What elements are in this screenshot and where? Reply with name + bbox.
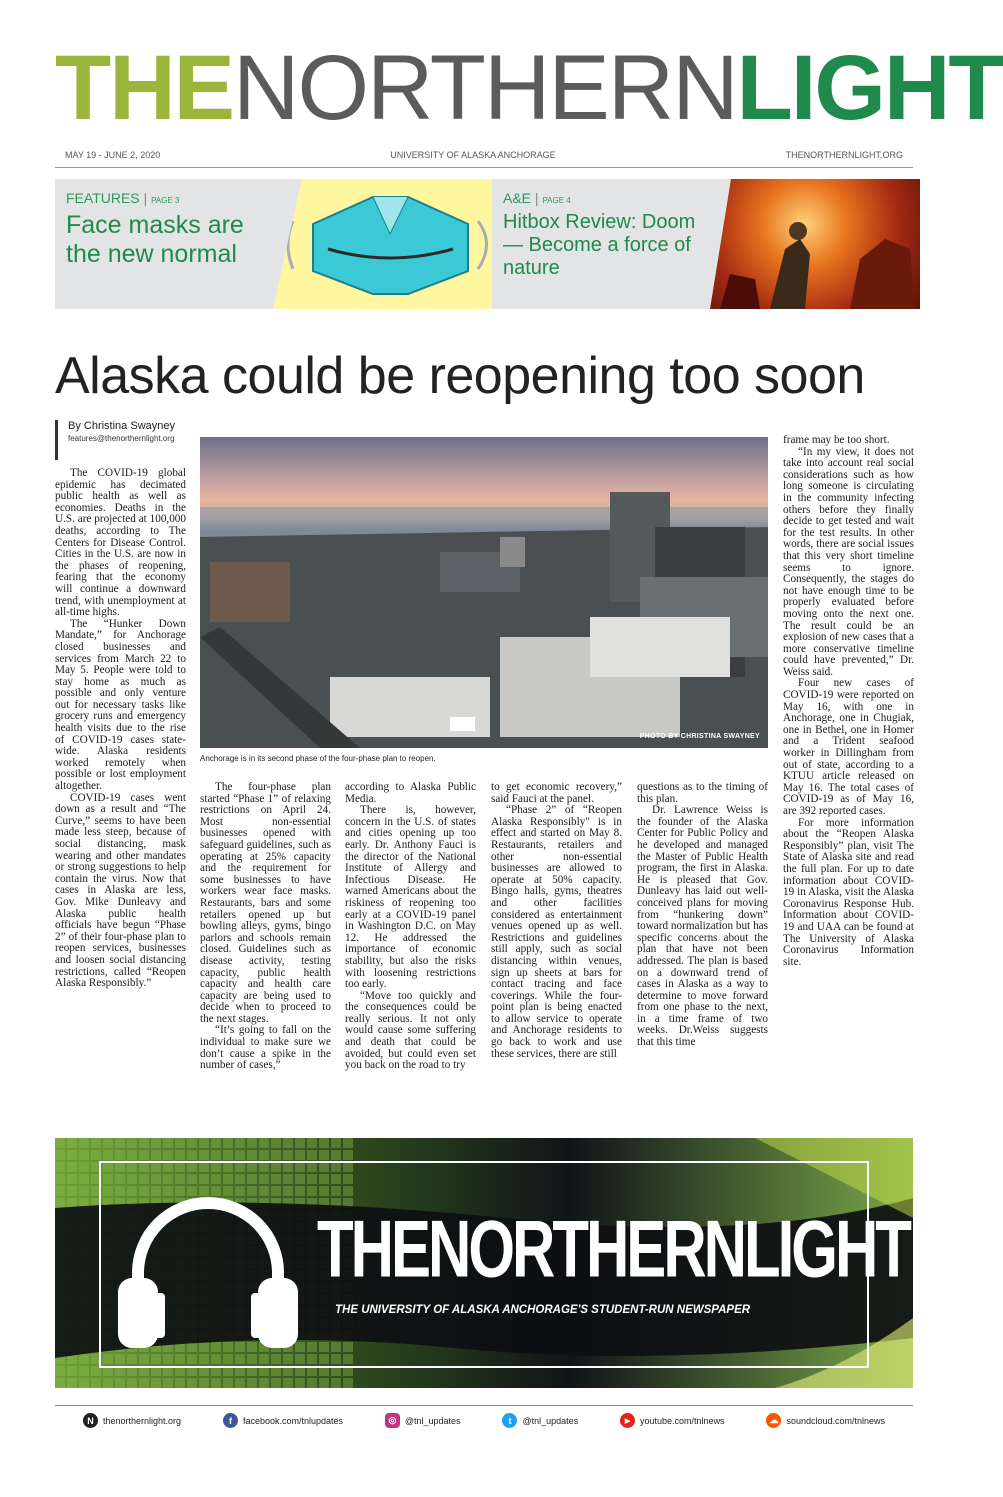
banner-tagline: THE UNIVERSITY OF ALASKA ANCHORAGE'S STUDENT-RUN NEWSPAPER <box>335 1304 751 1316</box>
paragraph: The COVID-19 global epidemic has decimated public health as well as economies. Deaths in the U.S. are projected at 100,000 deaths, according to The Centers for Disease Control. Cities in the U.S. are now in the phases of reopening, fearing that the economy will continue a downward trend, with unemployment at all-time highs. <box>55 467 186 619</box>
banner-title: THENORTHERNLIGHT <box>317 1203 909 1294</box>
teaser-headline: Hitbox Review: Doom — Become a force of nature <box>503 211 696 279</box>
paragraph: Dr. Lawrence Weiss is the founder of the Alaska Center for Public Policy and he developed and managed the Master of Public Health program, the first in Alaska. He is pleased that Gov. Dunleavy has laid out well-conceived plans for moving from “hunkering down” toward normalization but has specific concerns about the plan that have not been addressed. The plan is based on a downward trend of cases in Alaska as a way to determine to move forward from one phase to the next, in a time frame of two weeks. Dr.Weiss suggests that this time <box>637 804 768 1049</box>
social-label: @tnl_updates <box>522 1415 579 1426</box>
tnl-promo-banner[interactable] <box>55 1138 913 1388</box>
author-email[interactable]: features@thenorthernlight.org <box>68 434 175 443</box>
doom-game-art-image <box>710 179 920 309</box>
author-name: By Christina Swayney <box>68 420 175 432</box>
teaser-ae[interactable] <box>492 179 913 309</box>
social-link-instagram[interactable] <box>385 1413 461 1428</box>
paragraph: frame may be too short. <box>783 434 890 446</box>
photo-credit: PHOTO BY CHRISTINA SWAYNEY <box>639 733 760 740</box>
article-photo <box>200 437 768 748</box>
masthead-the: THE <box>55 37 233 139</box>
instagram-icon: ◎ <box>385 1413 400 1428</box>
social-label: @tnl_updates <box>404 1415 461 1426</box>
university-name: UNIVERSITY OF ALASKA ANCHORAGE <box>390 150 556 160</box>
social-link-twitter[interactable] <box>502 1413 578 1428</box>
masthead-logo <box>55 37 1003 139</box>
photo-caption: Anchorage is in its second phase of the four-phase plan to reopen. <box>200 754 436 763</box>
social-link-soundcloud[interactable] <box>766 1413 885 1428</box>
headphones-icon <box>113 1183 303 1353</box>
social-link-youtube[interactable] <box>620 1413 725 1428</box>
social-label: youtube.com/tnlnews <box>640 1415 725 1426</box>
paragraph: There is, however, concern in the U.S. of states and cities opening up too early. Dr. Anthony Fauci is the director of the National Institute of Allergy and Infectious Disease. He warned Americans about the riskiness of reopening too early at a COVID-19 panel in Washington D.C. on May 12. He addressed the importance of economic stability, but also the risks with loosening restrictions too early. <box>345 804 476 991</box>
dateline <box>55 150 913 168</box>
article-column-5 <box>637 782 768 1118</box>
paragraph: “It’s going to fall on the individual to make sure we don’t cause a spike in the number of cases,” <box>200 1024 331 1072</box>
paragraph: questions as to the timing of this plan. <box>637 781 768 805</box>
teaser-headline: Face masks are the new normal <box>66 211 244 268</box>
social-link-facebook[interactable] <box>223 1413 343 1428</box>
article-column-6 <box>783 435 914 1118</box>
teaser-section-label: A&E | PAGE 4 <box>503 190 571 206</box>
article-column-4 <box>491 782 622 1118</box>
paragraph: The “Hunker Down Mandate,” for Anchorage closed businesses and services from March 22 to May 5. People were told to stay home as much as possible and only venture out for necessary tasks like grocery runs and emergency health visits due to the rise of COVID-19 cases state-wide. Alaska residents worked remotely when possible or lost employment altogether. <box>55 617 186 793</box>
paragraph: according to Alaska Public Media. <box>345 781 476 805</box>
byline <box>55 420 175 460</box>
article-column-1 <box>55 468 186 1118</box>
masthead-light: LIGHT <box>736 37 1003 139</box>
paragraph: For more information about the “Reopen Alaska Responsibly” plan, visit The State of Alaska site and read the full plan. For up to date information about COVID-19 in Alaska, visit the Alaska Coronavirus Response Hub. Information about COVID-19 and UAA can be found at The University of Alaska Coronavirus Information site. <box>783 816 914 968</box>
social-link-website[interactable] <box>83 1413 181 1428</box>
masthead-northern: NORTHERN <box>233 37 737 139</box>
teaser-section-label: FEATURES | PAGE 3 <box>66 190 180 206</box>
paragraph: Four new cases of COVID-19 were reported on May 16, with one in Anchorage, one in Chugiak, one in Bethel, one in Homer and a Trident seafood worker in Dillingham from out of state, according to a KTUU article released on May 16. The total cases of COVID-19 as of May 16, are 392 reported cases. <box>783 677 914 817</box>
paragraph: “In my view, it does not take into account real social considerations such as how long someone is circulating in the community infecting others before they finally decide to get tested and wait for the test results. In other words, there are social issues that this very short timeline seems to ignore. Consequently, the stages do not have enough time to be properly evaluated before moving onto the next one. The result could be an explosion of new cases that a more conservative timeline could have prevented,” Dr. Weiss said. <box>783 445 914 678</box>
paragraph: “Phase 2” of “Reopen Alaska Responsibly" is in effect and started on May 8. Restaurants, retailers and other non-essential businesses are allowed to operate at 50% capacity. Bingo halls, gyms, theatres and other facilities considered as entertainment venues opened up as well. Restrictions and guidelines still apply, such as social distancing within venues, sign up sheets at bars for contact tracing and face coverings. While the four-point plan is being enacted to allow service to operate and Anchorage residents to go back to work and use these services, there are still <box>491 804 622 1060</box>
social-label: facebook.com/tnlupdates <box>242 1415 344 1426</box>
article-column-2 <box>200 782 331 1118</box>
facebook-icon: f <box>223 1413 238 1428</box>
paragraph: “Move too quickly and the consequences could be really serious. It not only would cause some suffering and death that could be avoided, but could even set you back on the road to try <box>345 989 476 1072</box>
article-column-3 <box>345 782 476 1118</box>
soundcloud-icon: ☁ <box>766 1413 781 1428</box>
social-links-bar <box>55 1405 913 1435</box>
article-headline: Alaska could be reopening too soon <box>55 347 865 405</box>
youtube-icon: ▶ <box>620 1413 635 1428</box>
social-label: thenorthernlight.org <box>103 1415 182 1426</box>
social-label: soundcloud.com/tnlnews <box>786 1415 885 1426</box>
teaser-features[interactable] <box>55 179 475 309</box>
paragraph: to get economic recovery,” said Fauci at the panel. <box>491 781 622 805</box>
paragraph: The four-phase plan started “Phase 1” of relaxing restrictions on April 24. Most non-essential businesses opened with safeguard guidelines, such as operating at 25% capacity and the requirement for some businesses to have workers wear face masks. Restaurants, bars and some retailers opened up but bowling alleys, gyms, bingo parlors and schools remain closed. Guidelines such as disease activity, testing capacity, public health capacity and health care capacity are being used to decide when to proceed to the next stages. <box>200 781 331 1025</box>
paragraph: COVID-19 cases went down as a result and “The Curve,” seems to have been made less steep, because of social distancing, mask wearing and other mandates or strong suggestions to help contain the virus. Now that cases in Alaska are less, Gov. Mike Dunleavy and Alaska public health officials have begun “Phase 2” of their four-phase plan to reopen services, businesses and loosen social distancing restrictions, called “Reopen Alaska Responsibly.” <box>55 791 186 990</box>
site-url[interactable]: THENORTHERNLIGHT.ORG <box>785 150 903 160</box>
face-mask-image <box>273 179 513 309</box>
twitter-icon: t <box>502 1413 517 1428</box>
northern-light-icon: N <box>83 1413 98 1428</box>
issue-date: MAY 19 - JUNE 2, 2020 <box>65 150 161 160</box>
